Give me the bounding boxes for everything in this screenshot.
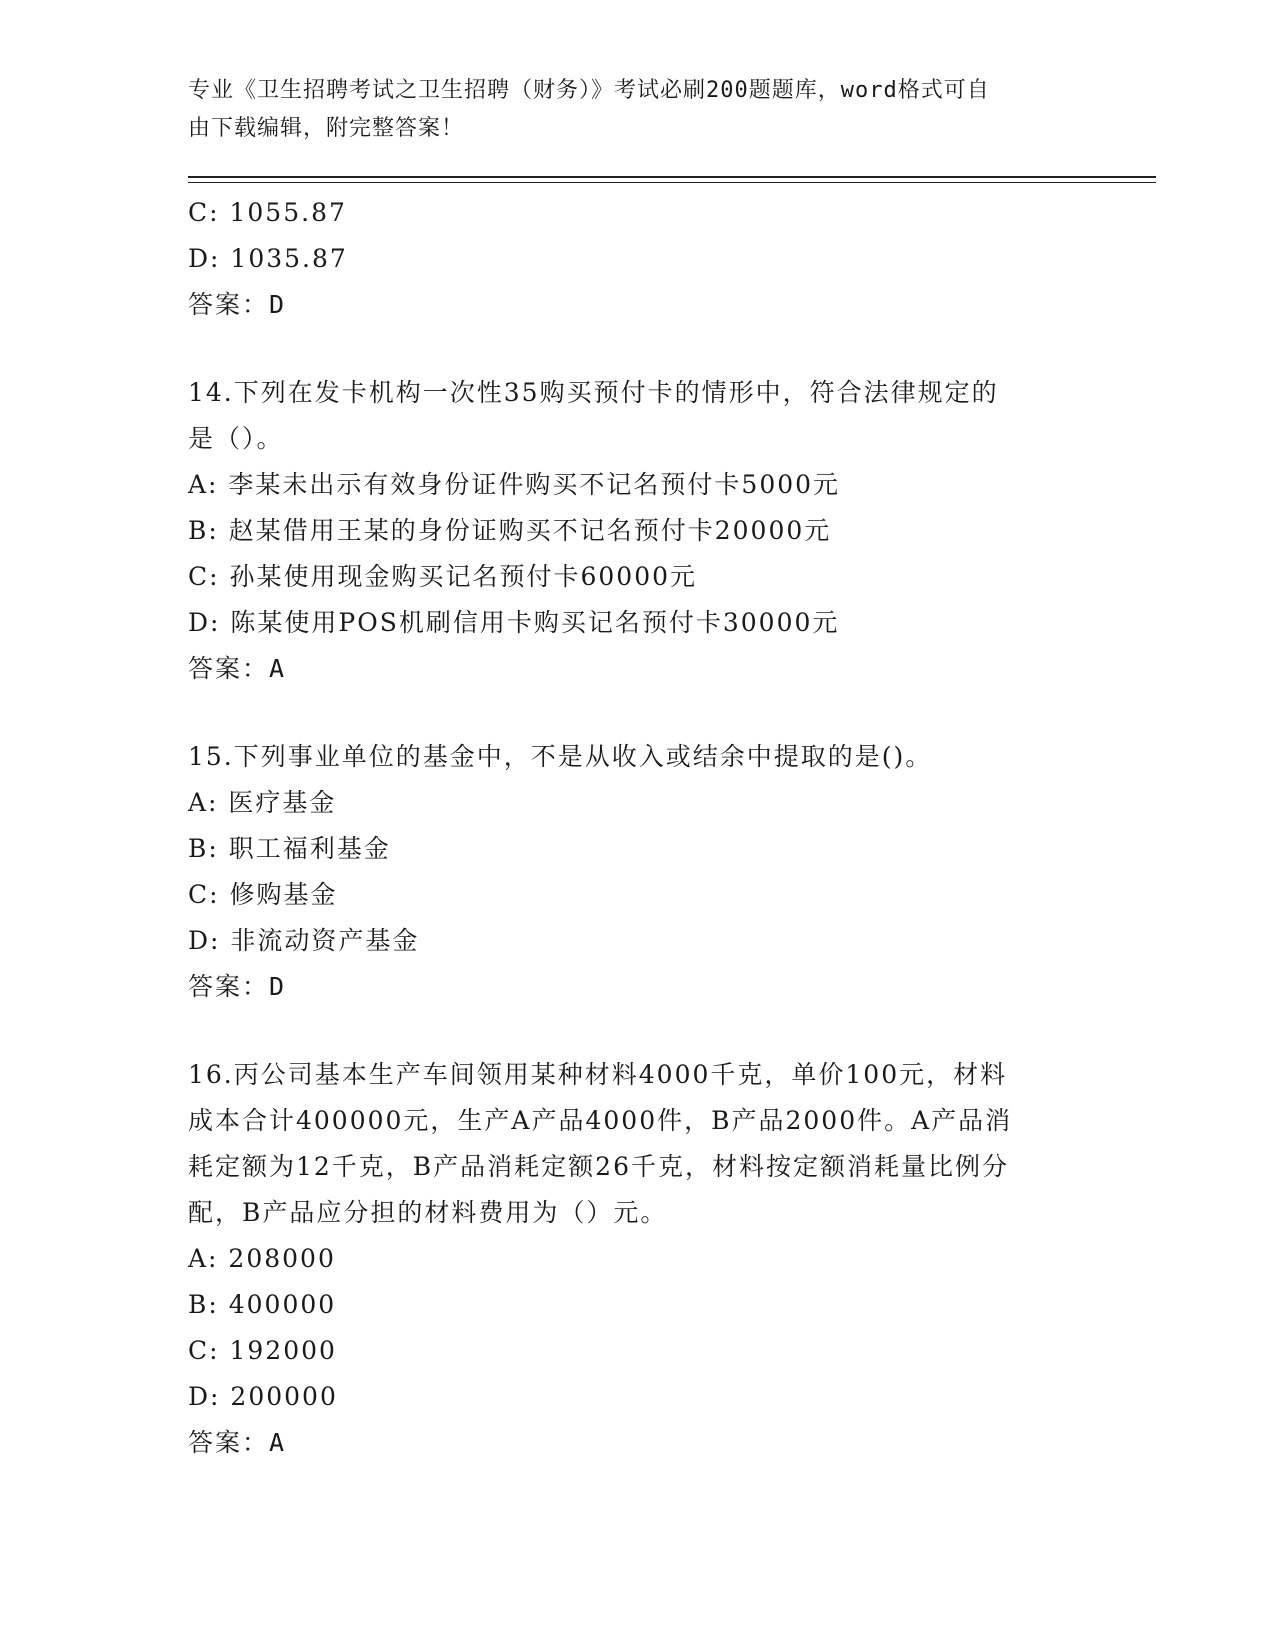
question-stem-line: 成本合计400000元，生产A产品4000件，B产品2000件。A产品消 xyxy=(188,1106,1013,1135)
spacer xyxy=(188,692,1088,734)
question-16 xyxy=(188,1052,1088,1466)
question-15 xyxy=(188,734,1088,1010)
option-c: C: 孙某使用现金购买记名预付卡60000元 xyxy=(188,562,698,591)
answer-line: 答案：D xyxy=(188,290,287,319)
option-d: D: 非流动资产基金 xyxy=(188,926,420,955)
option-a: A: 医疗基金 xyxy=(188,788,337,817)
header-divider-thick xyxy=(188,176,1156,178)
option-c: C: 修购基金 xyxy=(188,880,338,909)
prev-question-block xyxy=(188,190,1088,328)
option-b: B: 赵某借用王某的身份证购买不记名预付卡20000元 xyxy=(188,516,832,545)
header-divider-thin xyxy=(188,182,1156,183)
option-a: A: 李某未出示有效身份证件购买不记名预付卡5000元 xyxy=(188,470,841,499)
question-stem-line: 16.丙公司基本生产车间领用某种材料4000千克，单价100元，材料 xyxy=(188,1060,1008,1089)
option-a: A: 208000 xyxy=(188,1244,336,1273)
option-c: C: 192000 xyxy=(188,1336,337,1365)
option-d: D: 200000 xyxy=(188,1382,338,1411)
page-header xyxy=(188,72,1088,148)
header-line-2: 由下载编辑，附完整答案！ xyxy=(188,116,465,141)
question-stem-line: 配，B产品应分担的材料费用为（）元。 xyxy=(188,1198,668,1227)
option-c: C: 1055.87 xyxy=(188,198,347,227)
option-d: D: 1035.87 xyxy=(188,244,348,273)
option-b: B: 400000 xyxy=(188,1290,337,1319)
spacer xyxy=(188,328,1088,370)
option-d: D: 陈某使用POS机刷信用卡购买记名预付卡30000元 xyxy=(188,608,840,637)
question-stem-line: 耗定额为12千克，B产品消耗定额26千克，材料按定额消耗量比例分 xyxy=(188,1152,1009,1181)
answer-line: 答案：D xyxy=(188,972,287,1001)
option-b: B: 职工福利基金 xyxy=(188,834,391,863)
question-list xyxy=(188,190,1088,1466)
question-stem-line: 14.下列在发卡机构一次性35购买预付卡的情形中，符合法律规定的 xyxy=(188,378,999,407)
answer-line: 答案：A xyxy=(188,654,287,683)
answer-line: 答案：A xyxy=(188,1428,287,1457)
question-stem-line: 15.下列事业单位的基金中，不是从收入或结余中提取的是()。 xyxy=(188,742,933,771)
spacer xyxy=(188,1010,1088,1052)
header-line-1: 专业《卫生招聘考试之卫生招聘（财务）》考试必刷200题题库，word格式可自 xyxy=(188,78,990,103)
question-stem-line: 是（）。 xyxy=(188,424,284,453)
question-14 xyxy=(188,370,1088,692)
